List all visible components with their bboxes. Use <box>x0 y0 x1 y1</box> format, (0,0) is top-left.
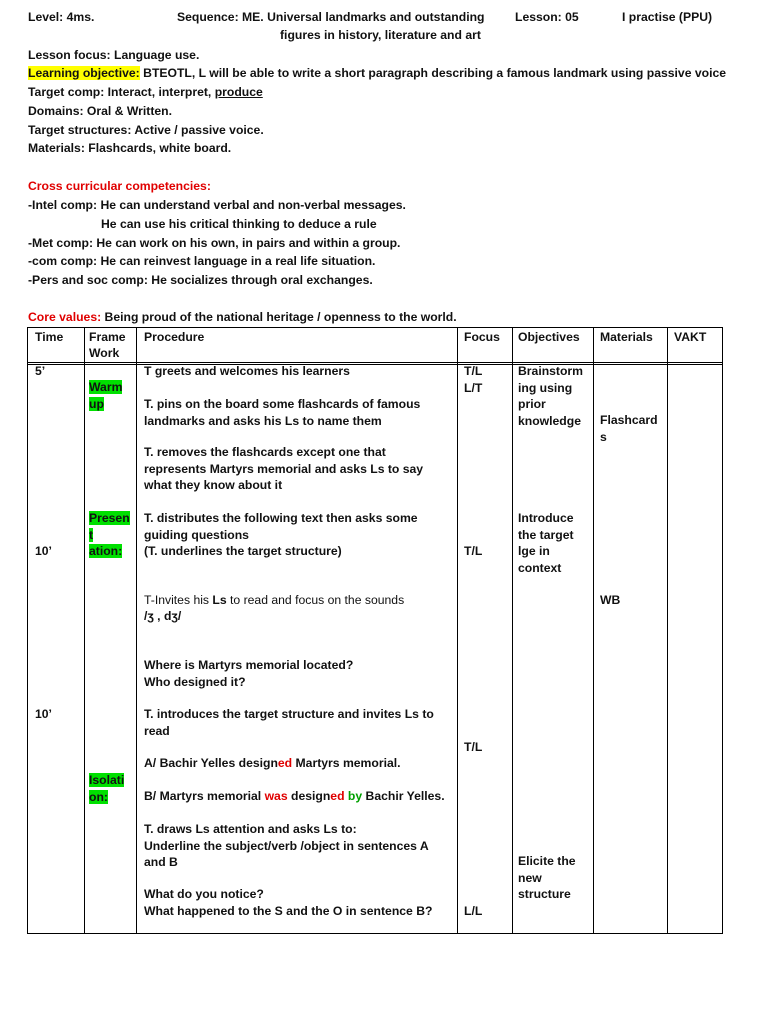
frame-warmup: Warm up <box>89 380 123 411</box>
header-work: Work <box>89 346 120 360</box>
proc-underline: T. draws Ls attention and asks Ls to: Underline the subject/verb /object in sentences A and B <box>144 822 429 869</box>
header-frame: Frame <box>89 330 126 344</box>
core-values-text: Being proud of the national heritage / openness to the world. <box>101 310 457 324</box>
focus-3: T/L <box>464 740 483 754</box>
learning-objective-text: BTEOTL, L will be able to write a short paragraph describing a famous landmark using passive voice <box>139 66 727 80</box>
header-focus: Focus <box>464 330 500 344</box>
focus-1: T/L L/T <box>464 364 483 395</box>
lesson-stage: I practise (PPU) <box>622 10 713 24</box>
target-structures: Target structures: Active / passive voice. <box>28 123 264 137</box>
domains: Domains: Oral & Written. <box>28 104 173 118</box>
focus-4: L/L <box>464 904 483 918</box>
header-materials: Materials <box>600 330 653 344</box>
proc-notice: What do you notice? What happened to the S and the O in sentence B? <box>144 887 433 918</box>
time-presentation: 10’ <box>35 544 52 558</box>
focus-2: T/L <box>464 544 483 558</box>
header-objectives: Objectives <box>518 330 580 344</box>
sentence-b: B/ Martyrs memorial was designed by Bachir Yelles. <box>144 789 445 803</box>
learning-objective <box>28 66 726 81</box>
header-time: Time <box>35 330 64 344</box>
proc-read-sounds: T-Invites his Ls to read and focus on the sounds <box>144 593 405 607</box>
proc-introduce: T. introduces the target structure and invites Ls to read <box>144 707 434 738</box>
time-isolation: 10’ <box>35 707 52 721</box>
met-comp: -Met comp: He can work on his own, in pairs and within a group. <box>28 236 401 250</box>
proc-distribute-text: T. distributes the following text then asks some guiding questions (T. underlines the target structure) <box>144 511 418 558</box>
header-procedure: Procedure <box>144 330 205 344</box>
material-whiteboard: WB <box>600 593 621 607</box>
target-comp <box>28 85 263 100</box>
sequence-line2: figures in history, literature and art <box>280 28 481 42</box>
proc-questions: Where is Martyrs memorial located? Who designed it? <box>144 658 354 689</box>
learning-objective-label: Learning objective: <box>28 66 140 80</box>
proc-flashcards: T. pins on the board some flashcards of famous landmarks and asks his Ls to name them <box>144 397 421 428</box>
objective-brainstorm: Brainstorm ing using prior knowledge <box>518 364 584 428</box>
intel-comp-2: He can use his critical thinking to deduce a rule <box>101 217 377 231</box>
target-comp-produce: produce <box>214 85 263 99</box>
level: Level: 4ms. <box>28 10 95 24</box>
time-warmup: 5’ <box>35 364 46 378</box>
frame-isolation: Isolati on: <box>89 773 125 804</box>
proc-sounds: /ʒ , dʒ/ <box>144 609 182 623</box>
materials: Materials: Flashcards, white board. <box>28 141 232 155</box>
lesson-number: Lesson: 05 <box>515 10 579 24</box>
core-values-label: Core values: <box>28 310 102 324</box>
core-values <box>28 310 457 325</box>
objective-elicit: Elicite the new structure <box>518 854 576 901</box>
objective-introduce: Introduce the target lge in context <box>518 511 574 575</box>
header-vakt: VAKT <box>674 330 707 344</box>
sentence-a: A/ Bachir Yelles designed Martyrs memorial. <box>144 756 401 770</box>
com-comp: -com comp: He can reinvest language in a real life situation. <box>28 254 376 268</box>
lesson-focus: Lesson focus: Language use. <box>28 48 200 62</box>
intel-comp: -Intel comp: He can understand verbal and non-verbal messages. <box>28 198 406 212</box>
frame-presentation: Presen t ation: <box>89 511 130 558</box>
material-flashcards: Flashcard s <box>600 413 658 444</box>
sequence-line1: Sequence: ME. Universal landmarks and outstanding <box>177 10 485 24</box>
cross-curricular-title: Cross curricular competencies: <box>28 179 211 193</box>
target-comp-prefix: Target comp: Interact, interpret, <box>28 85 215 99</box>
pers-comp: -Pers and soc comp: He socializes through oral exchanges. <box>28 273 373 287</box>
proc-greet: T greets and welcomes his learners <box>144 364 350 378</box>
proc-remove-flashcards: T. removes the flashcards except one that represents Martyrs memorial and asks Ls to say what they know about it <box>144 445 424 492</box>
